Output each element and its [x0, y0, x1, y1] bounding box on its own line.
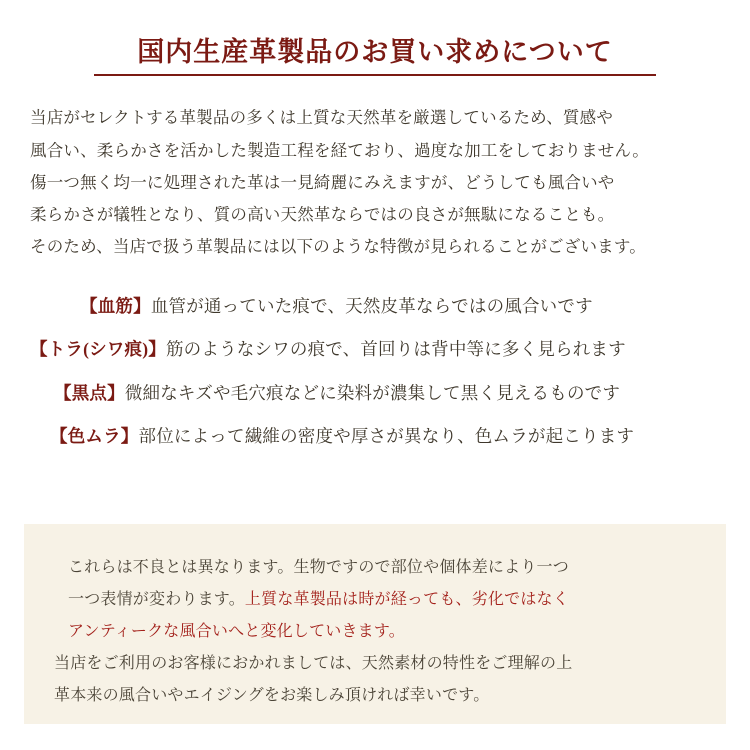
intro-line: そのため、当店で扱う革製品には以下のような特徴が見られることがございます。: [30, 237, 646, 257]
feature-tag: 【黒点】: [54, 382, 125, 403]
note-box: [24, 524, 726, 724]
note-line: これらは不良とは異なります。生物ですので部位や個体差により一つ: [68, 559, 569, 576]
page-title: 国内生産革製品のお買い求めについて: [137, 37, 613, 67]
note-line: 当店をご利用のお客様におかれましては、天然素材の特性をご理解の上: [54, 655, 573, 672]
list-item: [24, 293, 726, 320]
intro-line: 傷一つ無く均一に処理された革は一見綺麗にみえますが、どうしても風合いや: [30, 172, 615, 192]
intro-paragraph: [30, 102, 720, 263]
note-line: [54, 584, 696, 616]
intro-line: 風合い、柔らかさを活かした製造工程を経ており、過度な加工をしておりません。: [30, 140, 649, 160]
feature-list: [24, 293, 726, 450]
feature-text: 筋のようなシワの痕で、首回りは背中等に多く見られます: [165, 339, 626, 360]
list-item: [24, 336, 726, 363]
note-line-highlight: アンティークな風合いへと変化していきます。: [68, 623, 406, 640]
feature-tag: 【血筋】: [80, 296, 151, 317]
title-section: [94, 28, 656, 76]
note-line: 革本来の風合いやエイジングをお楽しみ頂ければ幸いです。: [54, 687, 490, 704]
note-highlight: 上質な革製品は時が経っても、: [244, 591, 472, 608]
feature-tag: 【色ムラ】: [50, 425, 139, 446]
list-item: [24, 380, 726, 407]
feature-tag: 【トラ(シワ痕)】: [30, 339, 166, 360]
intro-line: 柔らかさが犠牲となり、質の高い天然革ならではの良さが無駄になることも。: [30, 204, 615, 224]
feature-text: 部位によって繊維の密度や厚さが異なり、色ムラが起こります: [138, 425, 635, 446]
note-text: 一つ表情が変わります。: [68, 591, 245, 608]
feature-text: 微細なキズや毛穴痕などに染料が濃集して黒く見えるものです: [124, 382, 621, 403]
list-item: [24, 423, 726, 450]
note-highlight: 劣化ではなく: [471, 591, 569, 608]
intro-line: 当店がセレクトする革製品の多くは上質な天然革を厳選しているため、質感や: [30, 108, 614, 128]
feature-text: 血管が通っていた痕で、天然皮革ならではの風合いです: [150, 296, 593, 317]
